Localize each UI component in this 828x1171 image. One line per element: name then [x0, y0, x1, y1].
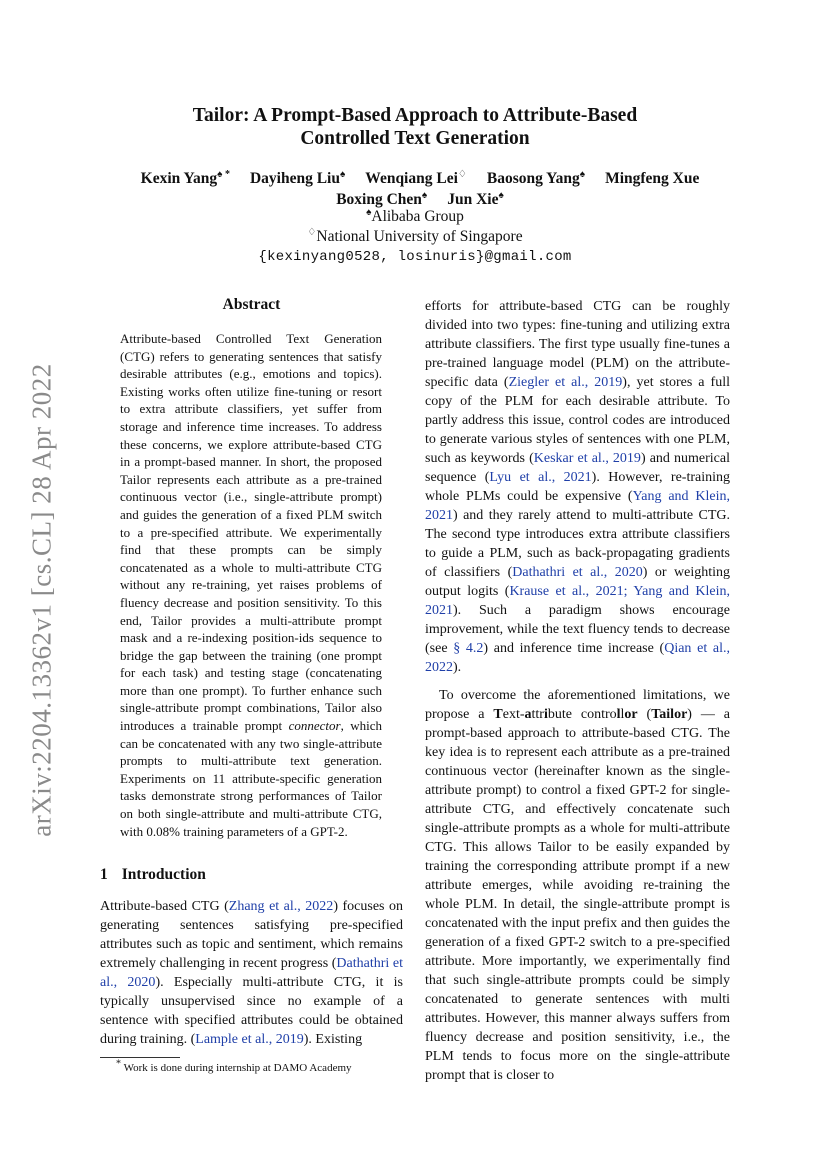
affiliations [100, 207, 730, 267]
body-paragraph: efforts for attribute-based CTG can be roughly divided into two types: fine-tuning and utilizing extra attribute classifiers. The first type usually fine-tunes a pre-trained language model (PLM) on the attribute-specific data (Ziegler et al., 2019), yet stores a full copy of the PLM for each desirable attribute. To partly address this issue, control codes are introduced to generate various styles of sentences with one PLM, such as keywords (Keskar et al., 2019) and numerical sequence (Lyu et al., 2021). However, re-training whole PLMs could be expensive (Yang and Klein, 2021) and they rarely attend to multi-attribute CTG. The second type introduces extra attribute classifiers to guide a PLM, such as back-propagating gradients of classifiers (Dathathri et al., 2020) or weighting output logits (Krause et al., 2021; Yang and Klein, 2021). Such a paradigm shows encourage improvement, while the text fluency tends to decrease (see § 4.2) and inference time increase (Qian et al., 2022). [425, 299, 731, 675]
abstract-heading: Abstract [222, 296, 281, 313]
author-list [100, 168, 730, 210]
right-column [425, 297, 730, 1085]
citation-link[interactable]: Keskar et al., 2019 [533, 451, 641, 466]
paper-title [100, 104, 730, 150]
author-row-1 [100, 168, 730, 189]
intro-paragraph: Attribute-based CTG (Zhang et al., 2022) focuses on generating sentences satisfying pre-specified attributes such as topic and sentiment, which remains extremely challenging in recent progress (Dathathri et al., 2020). Especially multi-attribute CTG, it is typically unsupervised since no example of a sentence with specified attributes could be obtained during training. (Lample et al., 2019). Existing [100, 899, 403, 1047]
author: Dayiheng Liu♠ [249, 168, 346, 187]
affiliation-nus: ♢National University of Singapore [307, 226, 523, 245]
author: Mingfeng Xue [605, 170, 700, 187]
author: Wenqiang Lei♢ [365, 168, 467, 187]
author: Jun Xie♠ [447, 189, 504, 208]
abstract-text: Attribute-based Controlled Text Generation (CTG) refers to generating sentences that satisfy desirable attributes (e.g., emotions and topics). Existing works often utilize fine-tuning or resort to extra attribute classifiers, yet suffer from storage and inference time increases. To address these concerns, we explore attribute-based CTG in a prompt-based manner. In short, the proposed Tailor represents each attribute as a pre-trained continuous vector (i.e., single-attribute prompt) and guides the generation of a fixed PLM switch to a pre-specified attribute. We experimentally find that these prompts can be simply concatenated as a whole to multi-attribute CTG without any re-training, yet raises problems of fluency decrease and position sensitivity. To this end, Tailor provides a multi-attribute prompt mask and a re-indexing position-ids sequence to bridge the gap between the training (one prompt for each task) and testing stage (concatenating more than one prompt). To further enhance such single-attribute prompt combinations, Tailor also introduces a trainable prompt connector, which can be concatenated with any two single-attribute prompts to multi-attribute text generation. Experiments on 11 attribute-specific generation tasks demonstrate strong performances of Tailor on both single-attribute and multi-attribute CTG, with 0.08% training parameters of a GPT-2. [120, 331, 382, 839]
body-paragraph: To overcome the aforementioned limitations, we propose a Text-attribute controllor (Tailor) — a prompt-based approach to attribute-based CTG. The key idea is to represent each attribute as a pre-trained continuous vector (hereinafter known as the single-attribute prompt) to control a fixed GPT-2 for single-attribute CTG, and effectively concatenate such single-attribute prompts as a whole for multi-attribute CTG. This allows Tailor to be easily expanded by training the corresponding attribute prompt if a new attribute emerges, while avoiding re-training the whole PLM. In detail, the single-attribute prompt is concatenated with the input prefix and then guides the generation of a fixed GPT-2 switch to a pre-specified attribute. More importantly, we experimentally find that such single-attribute prompts could be simply concatenated to generate sentences with multi attributes. However, this manner always suffers from fluency decrease and position sensitivity, i.e., the PLM tends to focus more on the single-attribute prompt that is closer to [425, 688, 731, 1083]
citation-link[interactable]: Yang and Klein, 2021 [425, 489, 730, 523]
section-heading-introduction: 1 Introduction [100, 866, 206, 883]
arxiv-identifier: arXiv:2204.13362v1 [cs.CL] 28 Apr 2022 [26, 363, 57, 837]
section-link[interactable]: § 4.2 [453, 641, 484, 656]
author: Boxing Chen♠ [336, 189, 428, 208]
citation-link[interactable]: Dathathri et al., 2020 [512, 565, 643, 580]
title-line-1: Tailor: A Prompt-Based Approach to Attribute-Based [192, 105, 638, 126]
citation-link[interactable]: Krause et al., 2021; Yang and Klein, 2021 [425, 584, 731, 618]
author-email[interactable]: {kexinyang0528, losinuris}@gmail.com [258, 249, 572, 265]
title-line-2: Controlled Text Generation [300, 128, 530, 149]
method-name: Tailor [651, 707, 688, 722]
citation-link[interactable]: Qian et al., 2022 [425, 641, 730, 675]
citation-link[interactable]: Lyu et al., 2021 [489, 470, 592, 485]
citation-link[interactable]: Dathathri et al., 2020 [100, 956, 403, 990]
affiliation-alibaba: ♠Alibaba Group [366, 206, 464, 225]
arxiv-side-label [12, 360, 72, 840]
citation-link[interactable]: Zhang et al., 2022 [228, 899, 334, 914]
footnote-rule [100, 1057, 180, 1058]
author: Baosong Yang♠ [486, 168, 586, 187]
citation-link[interactable]: Lample et al., 2019 [195, 1032, 304, 1047]
citation-link[interactable]: Ziegler et al., 2019 [508, 375, 623, 390]
footnote: * Work is done during internship at DAMO Academy [116, 1058, 352, 1074]
author: Kexin Yang♠ * [140, 168, 230, 187]
